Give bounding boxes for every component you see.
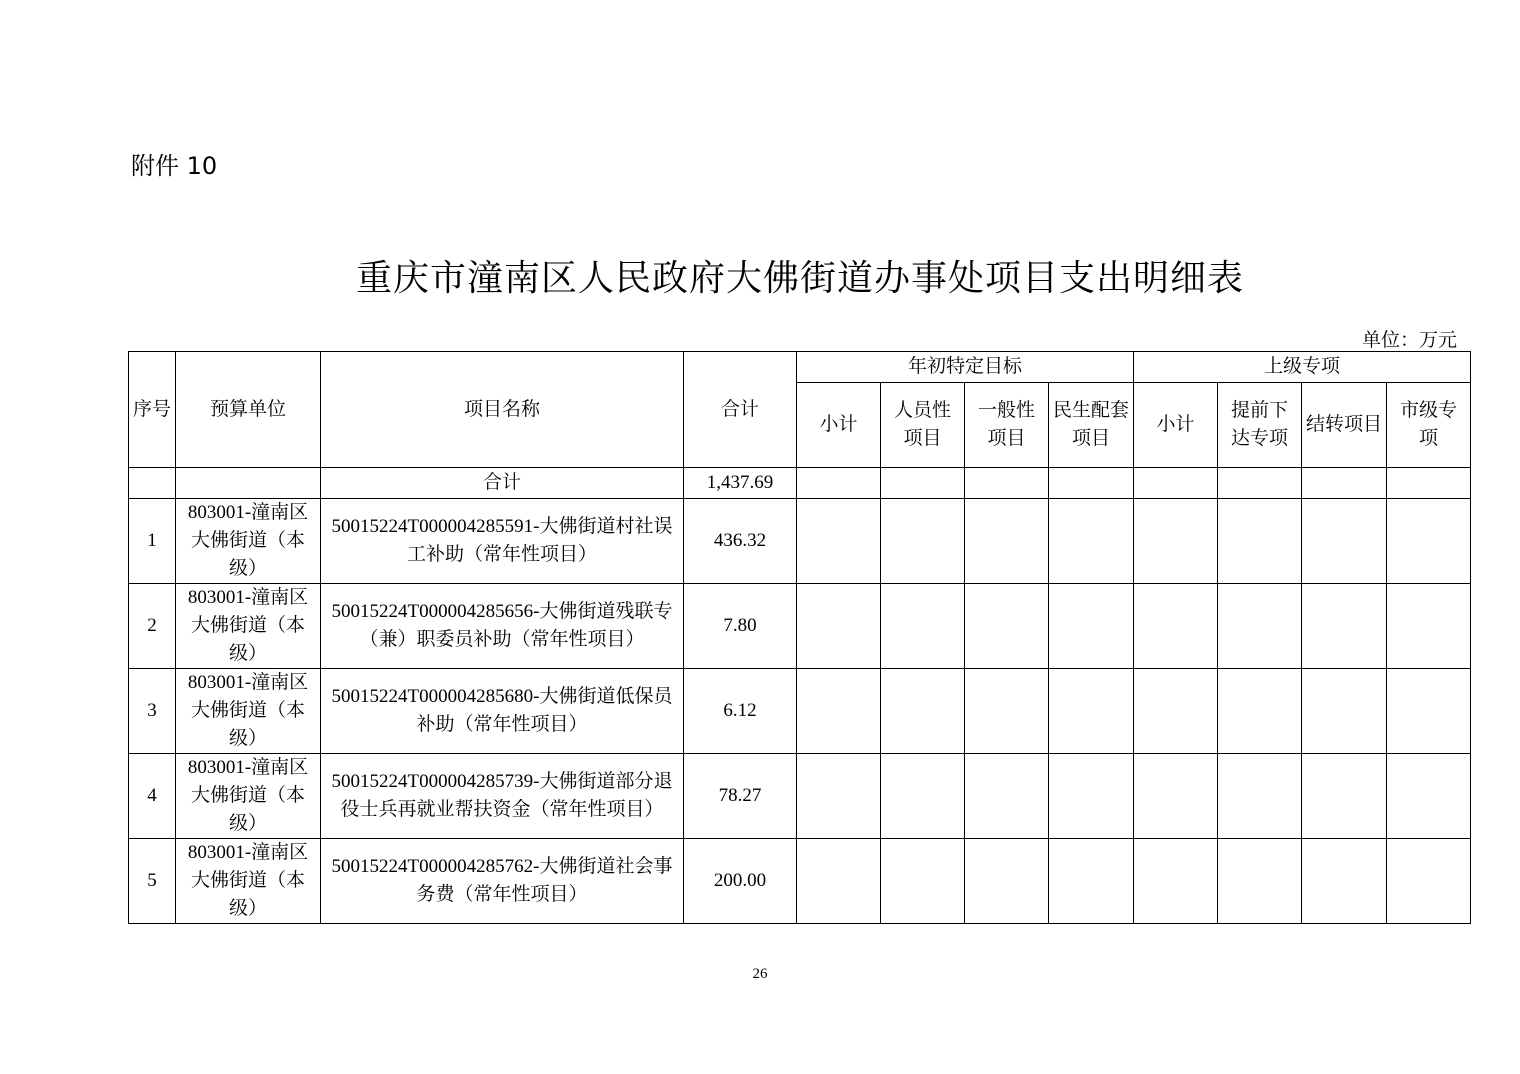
row-amount: 78.27 bbox=[684, 754, 797, 839]
page-number: 26 bbox=[752, 966, 768, 982]
expenditure-table bbox=[128, 351, 1471, 924]
header-project-name: 项目名称 bbox=[321, 352, 684, 468]
table-row bbox=[129, 499, 1471, 584]
row-seq: 2 bbox=[129, 584, 176, 669]
header-row-1 bbox=[129, 352, 1471, 383]
row-project-name: 50015224T000004285739-大佛街道部分退役士兵再就业帮扶资金（常年性项目） bbox=[321, 754, 684, 839]
row-seq: 4 bbox=[129, 754, 176, 839]
row-budget-unit: 803001-潼南区大佛街道（本级） bbox=[176, 499, 321, 584]
header-g2-subtotal: 小计 bbox=[1134, 383, 1218, 468]
header-g2-city: 市级专项 bbox=[1387, 383, 1471, 468]
row-amount: 6.12 bbox=[684, 669, 797, 754]
header-budget-unit: 预算单位 bbox=[176, 352, 321, 468]
row-budget-unit: 803001-潼南区大佛街道（本级） bbox=[176, 754, 321, 839]
header-group-initial-targets: 年初特定目标 bbox=[797, 352, 1134, 383]
table-row bbox=[129, 839, 1471, 924]
attachment-label: 附件 10 bbox=[131, 152, 218, 180]
header-group-superior-special: 上级专项 bbox=[1134, 352, 1471, 383]
table-row bbox=[129, 754, 1471, 839]
table-row bbox=[129, 584, 1471, 669]
total-row bbox=[129, 468, 1471, 499]
row-amount: 7.80 bbox=[684, 584, 797, 669]
total-label: 合计 bbox=[321, 468, 684, 499]
header-g1-subtotal: 小计 bbox=[797, 383, 881, 468]
header-g1-livelihood: 民生配套项目 bbox=[1049, 383, 1134, 468]
row-budget-unit: 803001-潼南区大佛街道（本级） bbox=[176, 669, 321, 754]
header-g2-advance: 提前下达专项 bbox=[1218, 383, 1302, 468]
row-amount: 436.32 bbox=[684, 499, 797, 584]
header-g1-personnel: 人员性项目 bbox=[881, 383, 965, 468]
total-amount: 1,437.69 bbox=[684, 468, 797, 499]
row-project-name: 50015224T000004285762-大佛街道社会事务费（常年性项目） bbox=[321, 839, 684, 924]
page-title: 重庆市潼南区人民政府大佛街道办事处项目支出明细表 bbox=[355, 258, 1244, 299]
row-seq: 3 bbox=[129, 669, 176, 754]
row-amount: 200.00 bbox=[684, 839, 797, 924]
header-g1-general: 一般性项目 bbox=[965, 383, 1049, 468]
row-seq: 5 bbox=[129, 839, 176, 924]
row-budget-unit: 803001-潼南区大佛街道（本级） bbox=[176, 584, 321, 669]
row-seq: 1 bbox=[129, 499, 176, 584]
header-total: 合计 bbox=[684, 352, 797, 468]
unit-label: 单位：万元 bbox=[1362, 330, 1458, 351]
header-seq: 序号 bbox=[129, 352, 176, 468]
row-project-name: 50015224T000004285591-大佛街道村社误工补助（常年性项目） bbox=[321, 499, 684, 584]
row-project-name: 50015224T000004285656-大佛街道残联专（兼）职委员补助（常年性项目） bbox=[321, 584, 684, 669]
table-row bbox=[129, 669, 1471, 754]
row-project-name: 50015224T000004285680-大佛街道低保员补助（常年性项目） bbox=[321, 669, 684, 754]
row-budget-unit: 803001-潼南区大佛街道（本级） bbox=[176, 839, 321, 924]
header-g2-carryover: 结转项目 bbox=[1302, 383, 1387, 468]
